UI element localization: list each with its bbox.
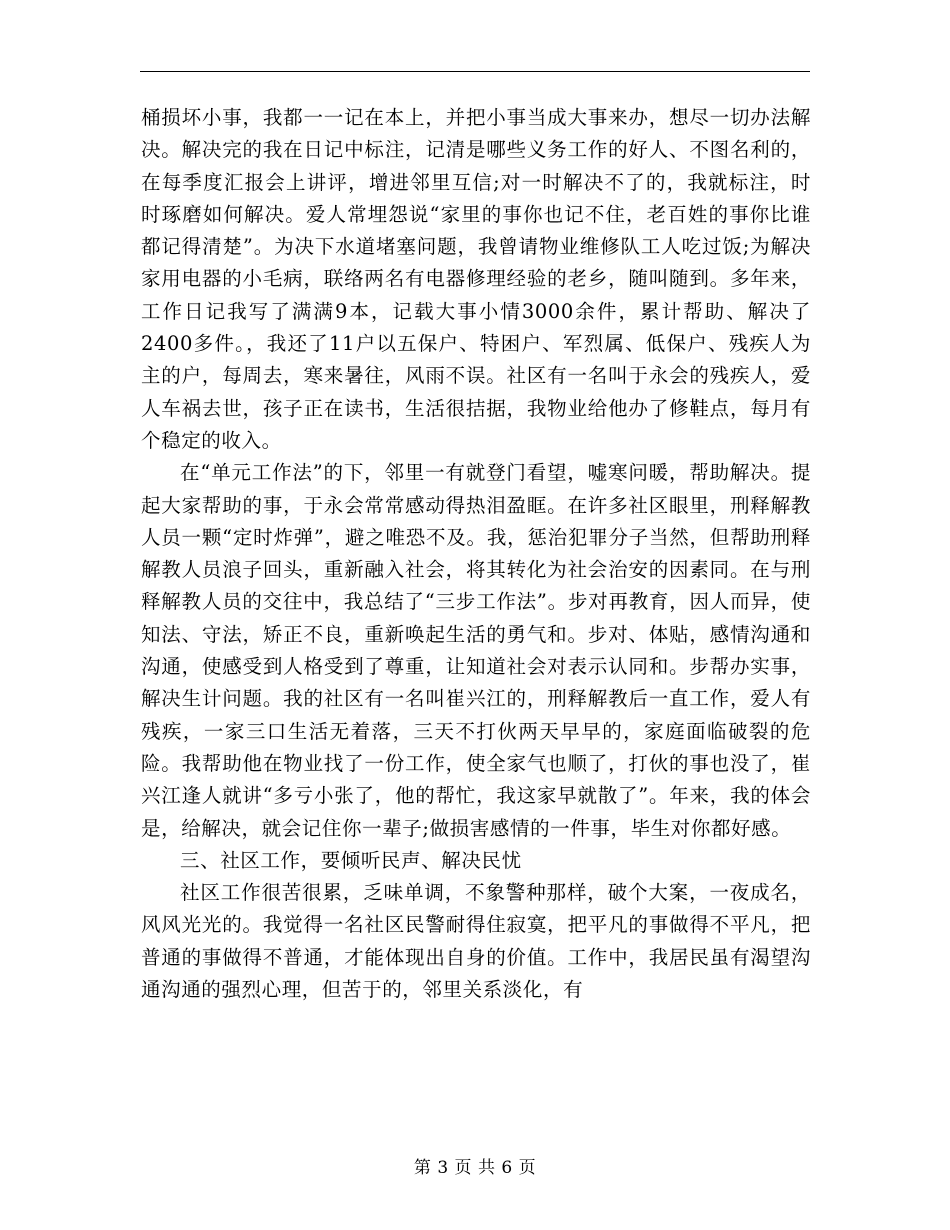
page-number-footer: 第 3 页 共 6 页 [413, 1158, 537, 1178]
paragraph-3: 社区工作很苦很累，乏味单调，不象警种那样，破个大案，一夜成名，风风光光的。我觉得一名社区民警耐得住寂寞，把平凡的事做得不平凡，把普通的事做得不普通，才能体现出自身的价值。工作中，我居民虽有渴望沟通沟通的强烈心理，但苦于的，邻里关系淡化，有 [141, 881, 811, 1002]
paragraph-1: 桶损坏小事，我都一一记在本上，并把小事当成大事来办，想尽一切办法解决。解决完的我在日记中标注，记清是哪些义务工作的好人、不图名利的，在每季度汇报会上讲评，增进邻里互信;对一时解决不了的，我就标注，时时琢磨如何解决。爱人常埋怨说“家里的事你也记不住，老百姓的事你比谁都记得清楚”。为决下水道堵塞问题，我曾请物业维修队工人吃过饭;为解决家用电器的小毛病，联络两名有电器修理经验的老乡，随叫随到。多年来，工作日记我写了满满9本，记载大事小情3000余件，累计帮助、解决了2400多件。，我还了11户以五保户、特困户、军烈属、低保户、残疾人为主的户，每周去，寒来暑往，风雨不误。社区有一名叫于永会的残疾人，爱人车祸去世，孩子正在读书，生活很拮据，我物业给他办了修鞋点，每月有个稳定的收入。 [141, 106, 811, 452]
document-body [141, 102, 811, 1006]
paragraph-2: 在“单元工作法”的下，邻里一有就登门看望，嘘寒问暖，帮助解决。提起大家帮助的事，于永会常常感动得热泪盈眶。在许多社区眼里，刑释解教人员一颗“定时炸弹”，避之唯恐不及。我，惩治犯罪分子当然，但帮助刑释解教人员浪子回头，重新融入社会，将其转化为社会治安的因素同。在与刑释解教人员的交往中，我总结了“三步工作法”。步对再教育，因人而异，使知法、守法，矫正不良，重新唤起生活的勇气和。步对、体贴，感情沟通和沟通，使感受到人格受到了尊重，让知道社会对表示认同和。步帮办实事，解决生计问题。我的社区有一名叫崔兴江的，刑释解教后一直工作，爱人有残疾，一家三口生活无着落，三天不打伙两天早早的，家庭面临破裂的危险。我帮助他在物业找了一份工作，使全家气也顺了，打伙的事也没了，崔兴江逢人就讲“多亏小张了，他的帮忙，我这家早就散了”。年来，我的体会是，给解决，就会记住你一辈子;做损害感情的一件事，毕生对你都好感。 [141, 461, 811, 840]
header-rule [140, 71, 810, 72]
section-heading: 三、社区工作，要倾听民声、解决民忧 [180, 848, 522, 872]
